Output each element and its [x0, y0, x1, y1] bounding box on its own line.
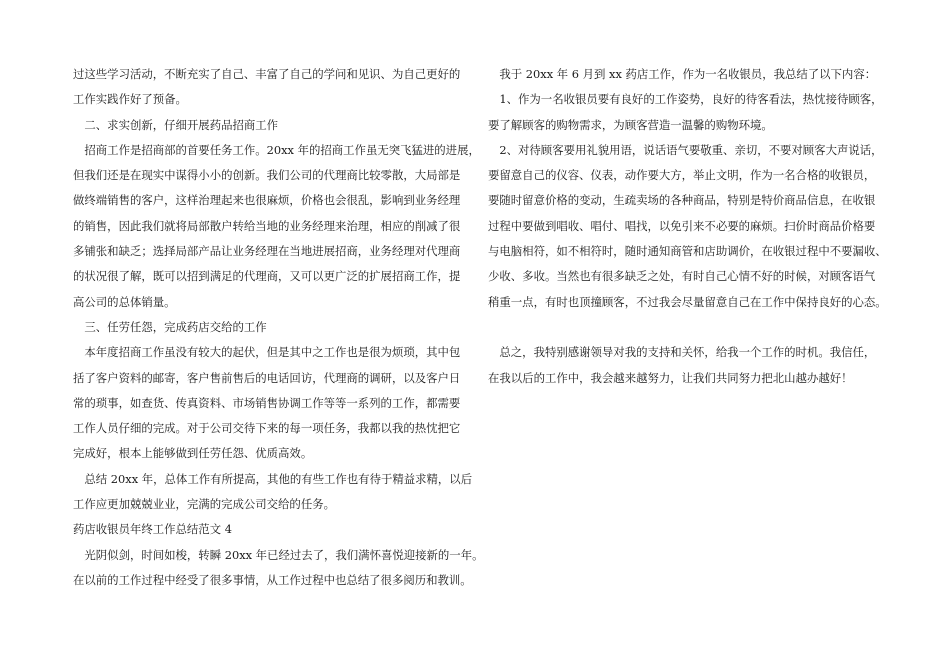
- paragraph-line: 工作应更加兢兢业业，完满的完成公司交给的任务。: [73, 497, 335, 512]
- paragraph-line: 多铺张和缺乏；选择局部产品让业务经理在当地进展招商，业务经理对代理商: [73, 244, 461, 259]
- paragraph-line: 少收、多收。当然也有很多缺乏之处，有时自己心情不好的时候，对顾客语气: [488, 269, 876, 284]
- paragraph-line: 2、对待顾客要用礼貌用语，说话语气要敬重、亲切，不要对顾客大声说话，: [488, 142, 883, 157]
- paragraph-line: 但我们还是在现实中谋得小小的创新。我们公司的代理商比较零散，大局部是: [73, 168, 461, 183]
- paragraph-line: 我于 20xx 年 6 月到 xx 药店工作，作为一名收银员，我总结了以下内容：: [488, 67, 877, 81]
- paragraph-line: 要随时留意价格的变动，生疏卖场的各种商品，特别是特价商品信息，在收银: [488, 193, 876, 208]
- paragraph-line: 要留意自己的仪容、仪表，动作要大方，举止文明，作为一名合格的收银员，: [488, 168, 876, 183]
- paragraph-line: 总之，我特别感谢领导对我的支持和关怀，给我一个工作的时机。我信任，: [488, 345, 876, 360]
- paragraph-line: 稍重一点，有时也顶撞顾客，不过我会尽量留意自己在工作中保持良好的心态。: [488, 294, 887, 309]
- paragraph-line: 高公司的总体销量。: [73, 294, 176, 309]
- paragraph-line: 工作实践作好了预备。: [73, 92, 187, 107]
- paragraph-line: 本年度招商工作虽没有较大的起伏，但是其中之工作也是很为烦琐，其中包: [73, 345, 461, 360]
- section-heading: 二、求实创新，仔细开展药品招商工作: [73, 117, 279, 132]
- paragraph-spacer: [488, 315, 893, 340]
- paragraph-line: 括了客户资料的邮寄，客户售前售后的电话回访，代理商的调研，以及客户日: [73, 370, 461, 385]
- paragraph-line: 过这些学习活动，不断充实了自己、丰富了自己的学问和见识、为自己更好的: [73, 67, 461, 81]
- paragraph-line: 1、作为一名收银员要有良好的工作姿势，良好的待客看法，热忱接待顾客，: [488, 92, 883, 107]
- paragraph-line: 与电脑相符，如不相符时，随时通知商管和店助调价，在收银过程中不要漏收、: [488, 244, 887, 259]
- section-heading: 三、任劳任怨，完成药店交给的工作: [73, 319, 267, 334]
- document-subtitle: 药店收银员年终工作总结范文 4: [73, 522, 232, 537]
- left-text-column: [73, 62, 484, 593]
- paragraph-line: 要了解顾客的购物需求，为顾客营造一温馨的购物环境。: [488, 117, 773, 132]
- paragraph-line: 做终端销售的客户，这样治理起来也很麻烦，价格也会很乱，影响到业务经理: [73, 193, 461, 208]
- paragraph-line: 在我以后的工作中，我会越来越努力，让我们共同努力把北山越办越好！: [488, 370, 853, 385]
- paragraph-line: 招商工作是招商部的首要任务工作。20xx 年的招商工作虽无突飞猛进的进展，: [73, 142, 480, 157]
- paragraph-line: 的状况很了解，既可以招到满足的代理商，又可以更广泛的扩展招商工作，提: [73, 269, 461, 284]
- paragraph-line: 在以前的工作过程中经受了很多事情，从工作过程中也总结了很多阅历和教训。: [73, 572, 472, 587]
- paragraph-line: 常的琐事，如查货、传真资料、市场销售协调工作等等一系列的工作，都需要: [73, 395, 461, 410]
- paragraph-line: 过程中要做到唱收、唱付、唱找，以免引来不必要的麻烦。扫价时商品价格要: [488, 218, 876, 233]
- paragraph-line: 光阴似剑，时间如梭，转瞬 20xx 年已经过去了，我们满怀喜悦迎接新的一年。: [73, 547, 484, 562]
- right-text-column: [488, 62, 893, 391]
- paragraph-line: 完成好，根本上能够做到任劳任怨、优质高效。: [73, 446, 313, 461]
- paragraph-line: 总结 20xx 年，总体工作有所提高，其他的有些工作也有待于精益求精，以后: [73, 471, 473, 486]
- paragraph-line: 工作人员仔细的完成。对于公司交待下来的每一项任务，我都以我的热忱把它: [73, 421, 461, 436]
- paragraph-line: 的销售，因此我们就将局部散户转给当地的业务经理来治理，相应的削减了很: [73, 218, 461, 233]
